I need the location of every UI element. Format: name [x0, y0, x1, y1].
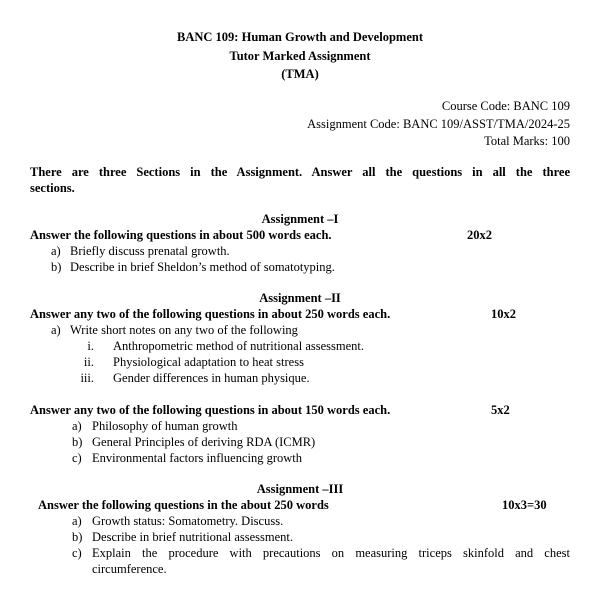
list-item-marker: b)	[72, 435, 83, 449]
section-3-title: Assignment –III	[256, 482, 344, 496]
document-tma-label: (TMA)	[281, 67, 319, 81]
assignment-code: Assignment Code: BANC 109/ASST/TMA/2024-25	[307, 117, 570, 131]
list-item-marker: a)	[51, 244, 61, 258]
list-item: Environmental factors influencing growth	[92, 451, 303, 465]
list-item-marker: b)	[51, 260, 62, 274]
total-marks: Total Marks: 100	[484, 134, 570, 148]
list-item: General Principles of deriving RDA (ICMR)	[92, 435, 316, 449]
course-code: Course Code: BANC 109	[441, 99, 570, 113]
sublist-item: Anthropometric method of nutritional assessment.	[113, 339, 364, 353]
section-2-marks-2: 5x2	[491, 403, 510, 417]
intro-line-1: There are three Sections in the Assignment. Answer all the questions in all the three	[30, 165, 570, 179]
section-2-instruction-2: Answer any two of the following questions in about 150 words each.	[30, 403, 391, 417]
section-3-marks: 10x3=30	[502, 498, 547, 512]
list-item-marker: a)	[72, 419, 82, 433]
section-1-marks: 20x2	[467, 228, 492, 242]
section-3-instruction: Answer the following questions in the about 250 words	[38, 498, 329, 512]
section-2-marks: 10x2	[491, 307, 516, 321]
list-item: Briefly discuss prenatal growth.	[70, 244, 230, 258]
section-2-instruction: Answer any two of the following questions in about 250 words each.	[30, 307, 391, 321]
list-item-marker: c)	[72, 451, 82, 465]
sublist-marker: ii.	[83, 355, 94, 369]
list-item: Philosophy of human growth	[92, 419, 238, 433]
list-item: Write short notes on any two of the following	[70, 323, 298, 337]
document-title: BANC 109: Human Growth and Development	[177, 30, 423, 44]
list-item-marker: c)	[72, 546, 82, 560]
sublist-item: Physiological adaptation to heat stress	[113, 355, 304, 369]
list-item: Describe in brief nutritional assessment.	[92, 530, 293, 544]
list-item-marker: a)	[72, 514, 82, 528]
sublist-marker: iii.	[80, 371, 94, 385]
sublist-marker: i.	[87, 339, 94, 353]
list-item-continuation: circumference.	[92, 562, 167, 576]
list-item-marker: b)	[72, 530, 83, 544]
list-item-marker: a)	[51, 323, 61, 337]
document-subtitle: Tutor Marked Assignment	[229, 49, 371, 63]
section-1-instruction: Answer the following questions in about 500 words each.	[30, 228, 332, 242]
sublist-item: Gender differences in human physique.	[113, 371, 310, 385]
list-item: Growth status: Somatometry. Discuss.	[92, 514, 284, 528]
intro-line-2: sections.	[30, 181, 75, 195]
list-item: Describe in brief Sheldon’s method of somatotyping.	[70, 260, 335, 274]
section-1-title: Assignment –I	[261, 212, 339, 226]
list-item: Explain the procedure with precautions on measuring triceps skinfold and chest	[92, 546, 570, 560]
section-2-title: Assignment –II	[259, 291, 341, 305]
